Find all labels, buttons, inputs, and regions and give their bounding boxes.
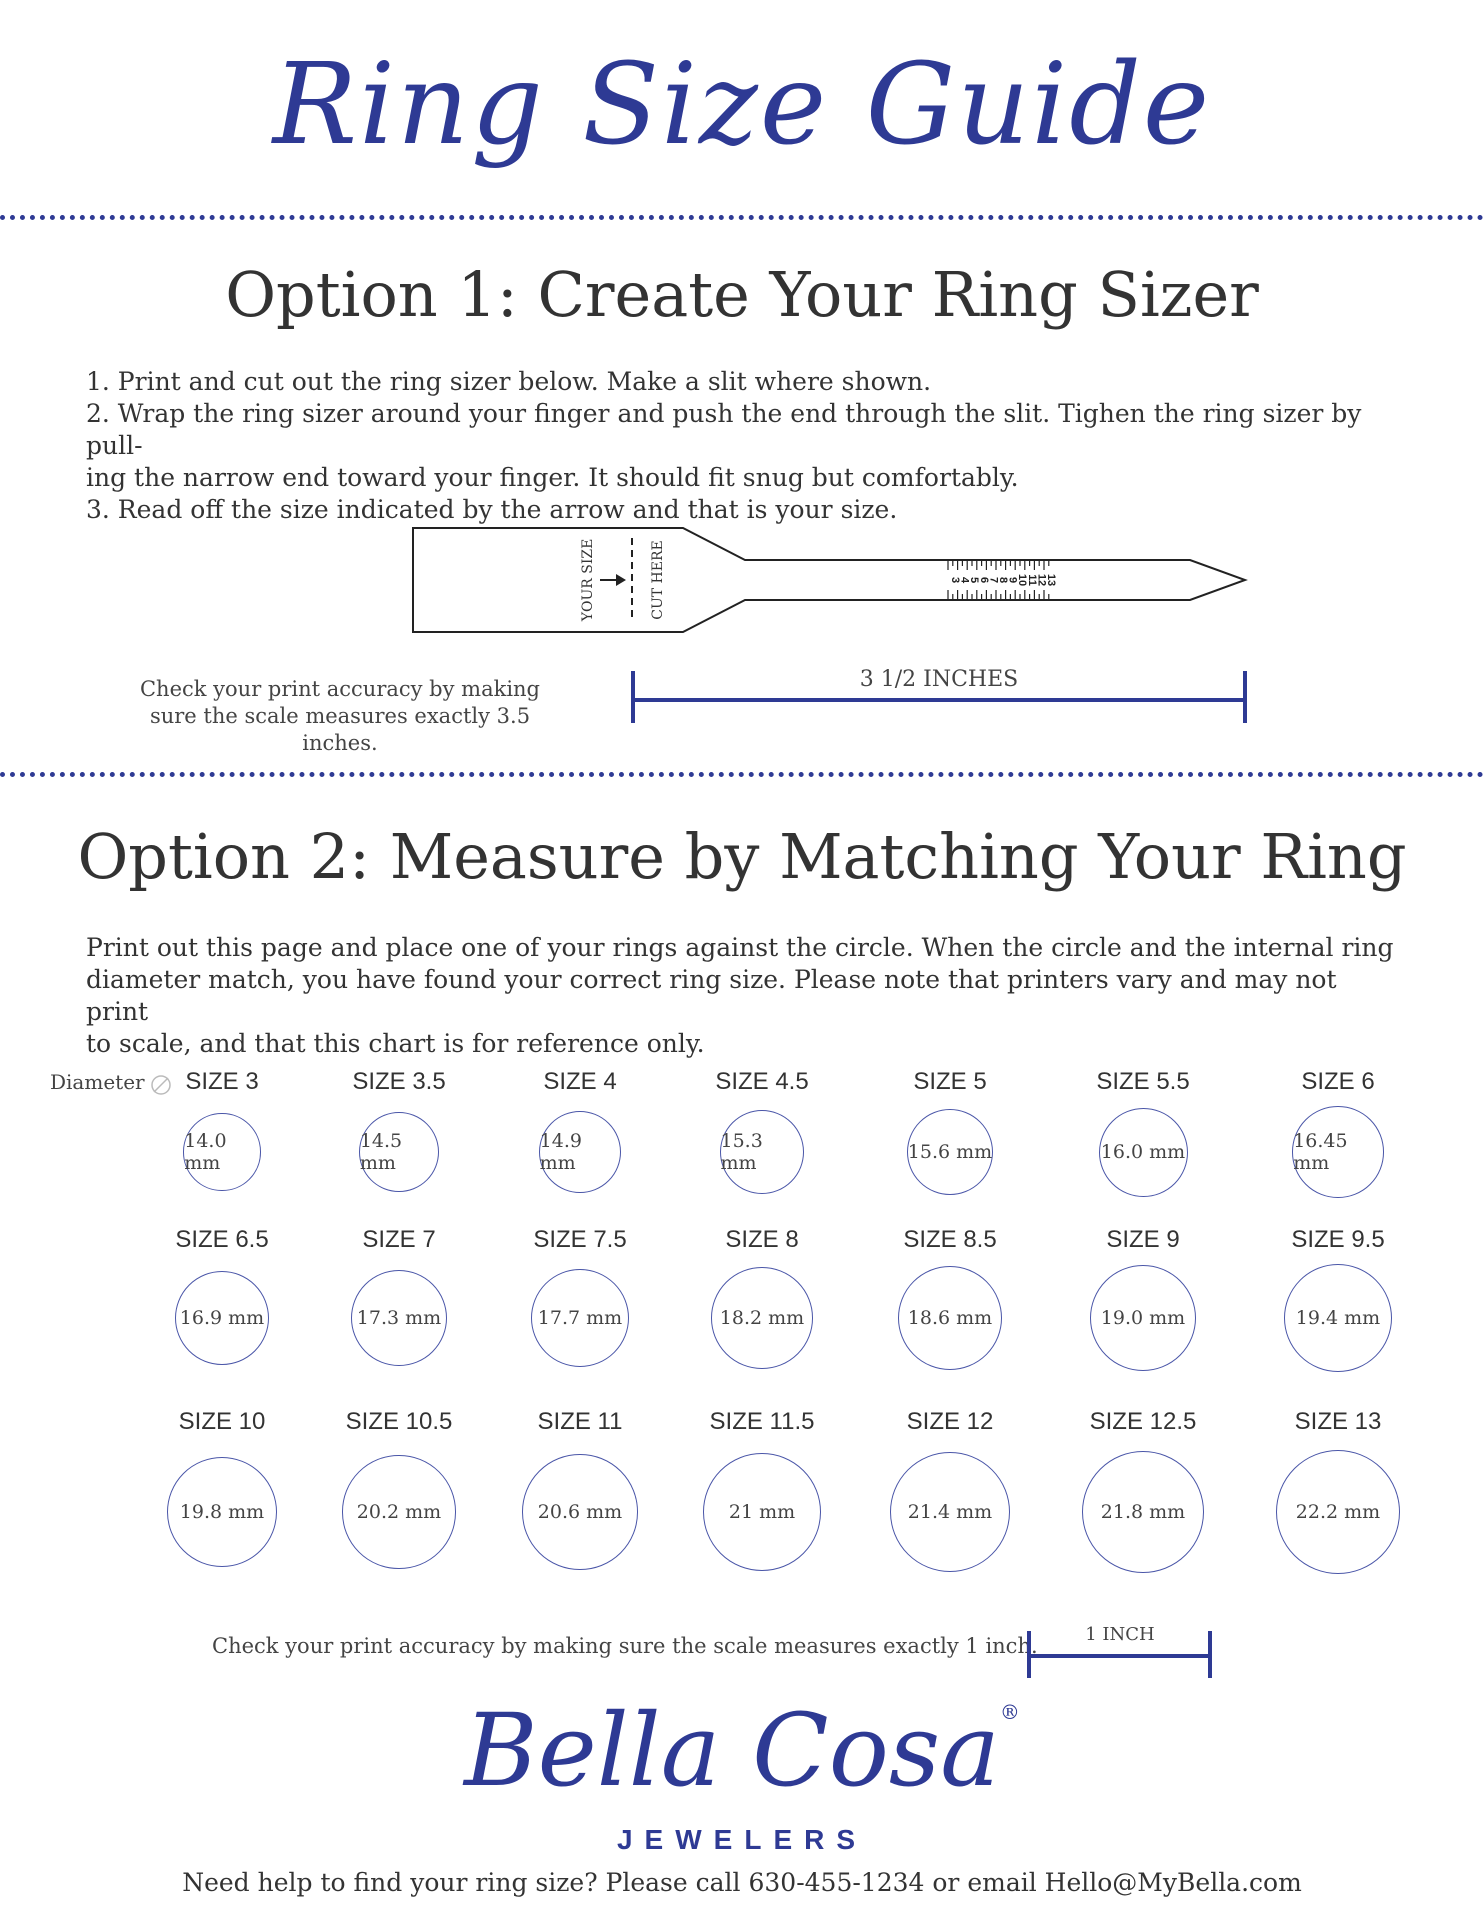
ring-size-label: SIZE 5 xyxy=(913,1068,987,1095)
ring-circle xyxy=(175,1271,269,1365)
sizer-number: 4 xyxy=(958,576,971,584)
diameter-label: Diameter xyxy=(50,1070,145,1094)
sizer-number: 3 xyxy=(949,576,961,584)
your-size-label: YOUR SIZE xyxy=(580,538,596,622)
ring-size-label: SIZE 11.5 xyxy=(709,1408,815,1435)
sizer-outline xyxy=(413,528,1245,632)
sizer-number: 8 xyxy=(997,576,1009,584)
option1-instructions xyxy=(86,366,1406,526)
ring-size-label: SIZE 3 xyxy=(185,1068,259,1095)
ring-circle xyxy=(1284,1264,1393,1373)
ring-circle xyxy=(890,1452,1010,1572)
ring-diameter-value: 19.4 mm xyxy=(1295,1306,1381,1329)
ring-circle xyxy=(898,1266,1002,1370)
ring-diameter-value: 17.7 mm xyxy=(537,1306,623,1329)
ring-size-label: SIZE 4 xyxy=(543,1068,617,1095)
brand-name: Bella Cosa xyxy=(464,1692,1000,1809)
ring-diameter-value: 14.0 mm xyxy=(184,1130,227,1174)
ring-diameter-value: 21.8 mm xyxy=(1100,1500,1186,1523)
registered-mark: ® xyxy=(999,1700,1020,1724)
ring-sizer-cutout xyxy=(400,520,1260,650)
paragraph-line: diameter match, you have found your correct ring size. Please note that printers vary and may not print xyxy=(86,965,1337,1026)
ring-circle xyxy=(359,1112,439,1192)
sizer-number: 13 xyxy=(1045,573,1057,587)
ring-size-label: SIZE 9.5 xyxy=(1291,1226,1385,1253)
instruction-step: 2. Wrap the ring sizer around your finger and push the end through the slit. Tighen the ring sizer by pull- xyxy=(86,399,1362,460)
option1-heading: Option 1: Create Your Ring Sizer xyxy=(225,258,1259,331)
ring-circle xyxy=(1292,1106,1384,1198)
ring-diameter-value: 19.0 mm xyxy=(1100,1307,1186,1329)
ring-size-label: SIZE 10.5 xyxy=(345,1408,453,1435)
accuracy-note-line: Check your print accuracy by making xyxy=(139,677,540,701)
ring-diameter-value: 20.6 mm xyxy=(537,1500,623,1523)
ring-circle xyxy=(711,1267,813,1369)
ring-size-label: SIZE 12.5 xyxy=(1089,1408,1197,1435)
ring-circle xyxy=(1090,1265,1196,1371)
paragraph-line: to scale, and that this chart is for reference only. xyxy=(86,1029,705,1058)
ring-diameter-value: 15.3 mm xyxy=(720,1129,763,1174)
ring-circle xyxy=(907,1109,994,1196)
sizer-scale xyxy=(948,560,1057,600)
arrow-icon xyxy=(600,574,626,586)
ring-diameter-value: 16.9 mm xyxy=(179,1306,265,1329)
ring-size-label: SIZE 10 xyxy=(178,1408,266,1435)
dotted-divider xyxy=(0,215,1484,220)
ring-circle xyxy=(531,1269,630,1368)
brand-logo xyxy=(0,1692,1484,1809)
ring-circle xyxy=(1082,1451,1204,1573)
ring-size-label: SIZE 3.5 xyxy=(352,1068,446,1095)
sizer-number: 6 xyxy=(977,576,990,584)
ring-size-label: SIZE 5.5 xyxy=(1096,1068,1190,1095)
ring-circle xyxy=(183,1113,261,1191)
ring-diameter-value: 21.4 mm xyxy=(907,1500,993,1523)
ring-diameter-value: 18.6 mm xyxy=(907,1306,993,1329)
sizer-number: 11 xyxy=(1025,574,1038,586)
ring-diameter-value: 20.2 mm xyxy=(356,1500,442,1523)
sizer-number: 12 xyxy=(1035,573,1048,587)
page-title: Ring Size Guide xyxy=(272,40,1212,170)
ring-circle xyxy=(1276,1450,1401,1575)
ring-circle xyxy=(720,1110,805,1195)
scale-label-1-inch: 1 INCH xyxy=(1085,1624,1155,1645)
option2-instructions xyxy=(86,932,1406,1060)
scale-label-3-5: 3 1/2 INCHES xyxy=(859,667,1019,692)
ring-diameter-value: 22.2 mm xyxy=(1295,1500,1381,1523)
ring-diameter-value: 21 mm xyxy=(728,1501,796,1523)
scale-bar-3-5 xyxy=(630,668,1250,728)
instruction-step: ing the narrow end toward your finger. It should fit snug but comfortably. xyxy=(86,463,1019,492)
ring-circle xyxy=(522,1454,637,1569)
footer-contact: Need help to find your ring size? Please call 630-455-1234 or email Hello@MyBella.com xyxy=(182,1868,1302,1897)
ring-size-label: SIZE 7 xyxy=(362,1226,436,1253)
ring-size-label: SIZE 8.5 xyxy=(903,1226,997,1253)
brand-subtitle: JEWELERS xyxy=(616,1824,868,1855)
ring-size-label: SIZE 6.5 xyxy=(175,1226,269,1253)
ring-diameter-value: 14.9 mm xyxy=(539,1129,582,1174)
ring-diameter-value: 16.45 mm xyxy=(1293,1129,1348,1174)
cut-here-label: CUT HERE xyxy=(650,540,666,620)
option2-heading: Option 2: Measure by Matching Your Ring xyxy=(77,820,1407,893)
ring-size-label: SIZE 7.5 xyxy=(533,1226,627,1253)
ring-size-label: SIZE 6 xyxy=(1301,1068,1375,1095)
ring-circle xyxy=(342,1455,455,1568)
ring-circle xyxy=(539,1111,622,1194)
ring-size-label: SIZE 13 xyxy=(1294,1408,1382,1435)
instruction-step: 1. Print and cut out the ring sizer below. Make a slit where shown. xyxy=(86,367,932,396)
ring-size-label: SIZE 9 xyxy=(1106,1226,1180,1253)
accuracy-note-1 xyxy=(130,676,550,757)
ring-diameter-value: 17.3 mm xyxy=(356,1306,442,1329)
ring-circle xyxy=(1099,1108,1188,1197)
ring-circle xyxy=(703,1453,821,1571)
ring-diameter-value: 18.2 mm xyxy=(719,1306,805,1329)
accuracy-note-2: Check your print accuracy by making sure the scale measures exactly 1 inch. xyxy=(212,1634,1038,1658)
ring-size-label: SIZE 11 xyxy=(537,1408,623,1435)
ring-circle xyxy=(167,1457,278,1568)
accuracy-note-line: sure the scale measures exactly 3.5 inches. xyxy=(149,704,531,755)
dotted-divider xyxy=(0,772,1484,777)
paragraph-line: Print out this page and place one of your rings against the circle. When the circle and the internal ring xyxy=(86,933,1394,962)
ring-diameter-value: 15.6 mm xyxy=(907,1140,993,1163)
instruction-step: 3. Read off the size indicated by the arrow and that is your size. xyxy=(86,495,898,524)
ring-size-label: SIZE 8 xyxy=(725,1226,799,1253)
ring-circle xyxy=(351,1270,447,1366)
sizer-number: 10 xyxy=(1016,573,1029,587)
scale-bar-1-inch xyxy=(1026,1628,1216,1682)
sizer-number: 5 xyxy=(968,576,981,584)
ring-size-label: SIZE 12 xyxy=(906,1408,994,1435)
sizer-number: 7 xyxy=(987,576,1000,584)
sizer-number: 9 xyxy=(1006,576,1019,584)
ring-diameter-value: 19.8 mm xyxy=(179,1500,265,1523)
ring-diameter-value: 16.0 mm xyxy=(1100,1141,1186,1163)
ring-size-label: SIZE 4.5 xyxy=(715,1068,809,1095)
ring-diameter-value: 14.5 mm xyxy=(359,1130,403,1174)
